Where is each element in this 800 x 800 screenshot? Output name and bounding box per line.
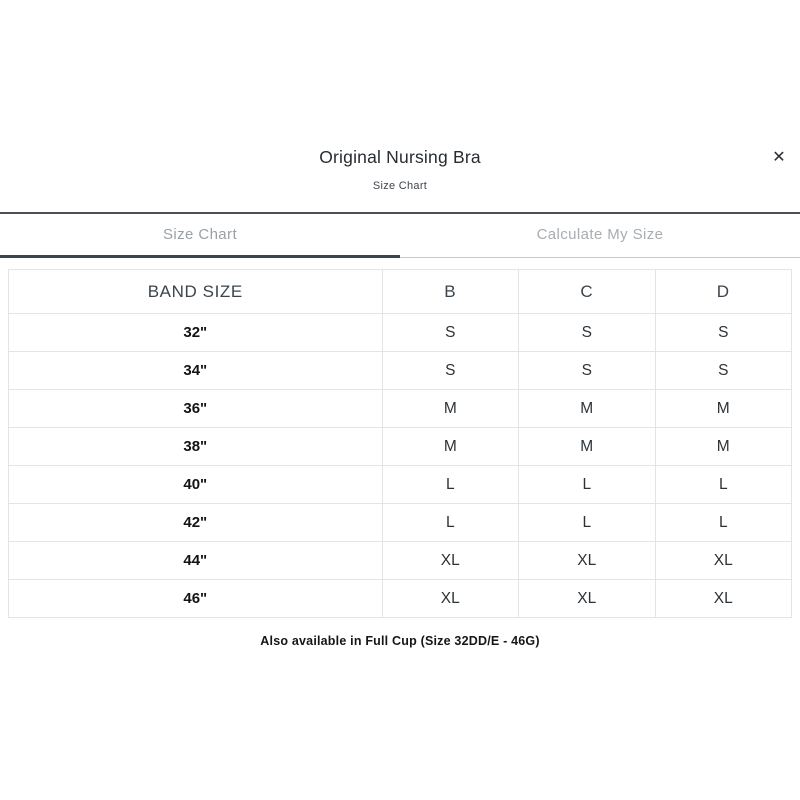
close-icon[interactable]: ✕ <box>766 145 792 171</box>
tab-size-chart[interactable]: Size Chart <box>0 214 400 258</box>
cup-size-cell: XL <box>382 580 518 618</box>
cup-size-cell: S <box>655 352 792 390</box>
column-header-cup-b: B <box>382 270 518 314</box>
cup-size-cell: S <box>519 352 655 390</box>
cup-size-cell: L <box>655 504 792 542</box>
cup-size-cell: S <box>519 314 655 352</box>
band-size-cell: 38" <box>9 428 383 466</box>
cup-size-cell: M <box>655 390 792 428</box>
table-row <box>9 542 792 580</box>
band-size-cell: 44" <box>9 542 383 580</box>
cup-size-cell: L <box>382 504 518 542</box>
cup-size-cell: M <box>519 390 655 428</box>
cup-size-cell: L <box>519 504 655 542</box>
column-header-cup-d: D <box>655 270 792 314</box>
table-header-row <box>9 270 792 314</box>
cup-size-cell: L <box>519 466 655 504</box>
table-row <box>9 466 792 504</box>
band-size-cell: 42" <box>9 504 383 542</box>
table-row <box>9 352 792 390</box>
cup-size-cell: M <box>519 428 655 466</box>
cup-size-cell: XL <box>519 580 655 618</box>
modal-title: Original Nursing Bra <box>319 147 481 167</box>
cup-size-cell: S <box>655 314 792 352</box>
table-row <box>9 390 792 428</box>
cup-size-cell: M <box>382 390 518 428</box>
column-header-band-size: BAND SIZE <box>9 270 383 314</box>
column-header-cup-c: C <box>519 270 655 314</box>
modal-subtitle: Size Chart <box>372 180 428 192</box>
table-row <box>9 504 792 542</box>
band-size-cell: 36" <box>9 390 383 428</box>
cup-size-cell: XL <box>519 542 655 580</box>
cup-size-cell: XL <box>655 580 792 618</box>
tab-calculate-my-size[interactable]: Calculate My Size <box>400 214 800 258</box>
cup-size-cell: S <box>382 314 518 352</box>
band-size-cell: 40" <box>9 466 383 504</box>
full-cup-footnote: Also available in Full Cup (Size 32DD/E - 46G) <box>260 634 540 648</box>
cup-size-cell: L <box>655 466 792 504</box>
band-size-cell: 34" <box>9 352 383 390</box>
band-size-cell: 46" <box>9 580 383 618</box>
table-row <box>9 428 792 466</box>
band-size-cell: 32" <box>9 314 383 352</box>
cup-size-cell: XL <box>655 542 792 580</box>
cup-size-cell: XL <box>382 542 518 580</box>
tab-bar <box>0 214 800 258</box>
cup-size-cell: M <box>655 428 792 466</box>
cup-size-cell: L <box>382 466 518 504</box>
table-row <box>9 580 792 618</box>
cup-size-cell: S <box>382 352 518 390</box>
size-chart-table <box>8 269 792 618</box>
cup-size-cell: M <box>382 428 518 466</box>
table-row <box>9 314 792 352</box>
